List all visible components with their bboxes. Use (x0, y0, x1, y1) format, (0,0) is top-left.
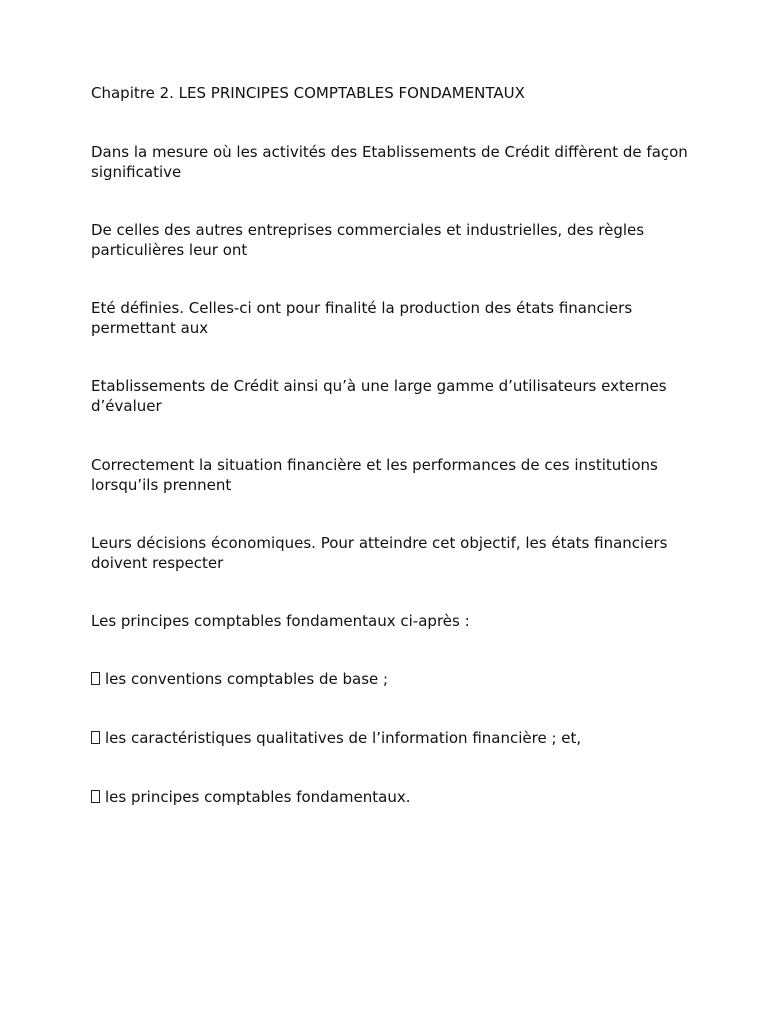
bullet-item-2 (91, 729, 691, 749)
paragraph-7: Les principes comptables fondamentaux ci-après : (91, 612, 470, 630)
bullet-item-2-text: les caractéristiques qualitatives de l’information financière ; et, (105, 729, 582, 747)
missing-glyph-box-icon (91, 672, 100, 685)
bullet-item-1 (91, 670, 691, 690)
paragraph-5: Correctement la situation financière et les performances de ces institutions lorsqu’ils prennent (91, 456, 658, 494)
paragraph-4: Etablissements de Crédit ainsi qu’à une large gamme d’utilisateurs externes d’évaluer (91, 377, 667, 415)
bullet-item-1-text: les conventions comptables de base ; (105, 670, 389, 688)
bullet-item-3-text: les principes comptables fondamentaux. (105, 788, 411, 806)
paragraph-3: Eté définies. Celles-ci ont pour finalité la production des états financiers permettant aux (91, 299, 633, 337)
page-title: Chapitre 2. LES PRINCIPES COMPTABLES FONDAMENTAUX (91, 84, 525, 102)
paragraph-2: De celles des autres entreprises commerciales et industrielles, des règles particulières leur ont (91, 221, 645, 259)
missing-glyph-box-icon (91, 731, 100, 744)
paragraph-1: Dans la mesure où les activités des Etablissements de Crédit diffèrent de façon significative (91, 143, 688, 181)
bullet-item-3 (91, 788, 691, 808)
paragraph-6: Leurs décisions économiques. Pour atteindre cet objectif, les états financiers doivent respecter (91, 534, 668, 572)
missing-glyph-box-icon (91, 790, 100, 803)
